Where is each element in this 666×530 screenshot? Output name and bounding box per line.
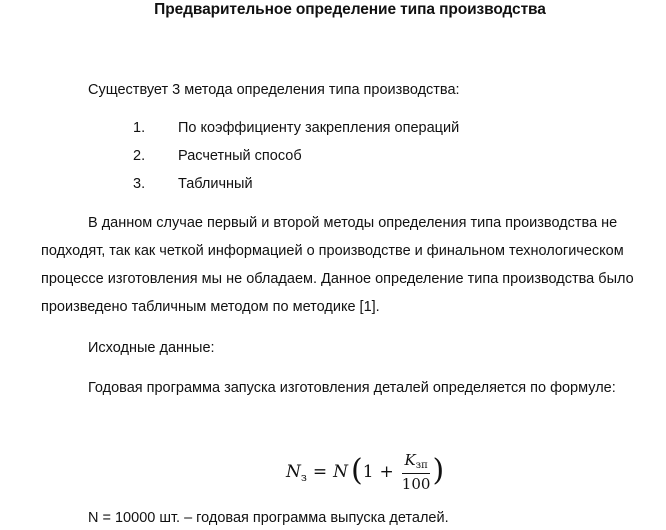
paragraph-line: подходят, так как четкой информацией о производстве и финальном технологическом	[41, 243, 624, 259]
formula-lhs-subscript: з	[300, 470, 307, 484]
list-item-label: Расчетный способ	[178, 148, 302, 164]
formula-numerator-subscript: зп	[415, 460, 428, 471]
formula-rhs-symbol: N	[333, 462, 348, 482]
formula-fraction	[402, 451, 431, 493]
paragraph-line: В данном случае первый и второй методы определения типа производства не	[88, 215, 618, 231]
formula-open-paren: (	[351, 453, 363, 488]
formula-numerator	[402, 451, 429, 472]
formula-numerator-symbol: K	[404, 451, 416, 469]
page-title: Предварительное определение типа производства	[154, 1, 546, 18]
list-item-number: 3.	[133, 176, 146, 192]
intro-text: Существует 3 метода определения типа производства:	[88, 82, 460, 98]
formula-intro: Годовая программа запуска изготовления деталей определяется по формуле:	[88, 380, 616, 396]
formula-one: 1	[362, 462, 374, 482]
annual-program-formula	[286, 449, 444, 495]
list-item-label: По коэффициенту закрепления операций	[178, 120, 460, 136]
source-data-heading: Исходные данные:	[88, 340, 215, 356]
paragraph-line: процессе изготовления мы не обладаем. Данное определение типа производства было	[41, 271, 634, 287]
formula-fraction-bar	[402, 473, 431, 474]
formula-plus: +	[379, 462, 394, 482]
formula-equals: =	[312, 462, 328, 482]
formula-lhs-symbol: N	[286, 462, 301, 482]
list-item-number: 1.	[133, 120, 146, 136]
formula-close-paren: )	[432, 453, 445, 488]
formula-denominator: 100	[401, 475, 431, 493]
list-item-label: Табличный	[178, 176, 253, 192]
list-item-number: 2.	[133, 148, 146, 164]
definition-text: N = 10000 шт. – годовая программа выпуска деталей.	[88, 510, 449, 526]
paragraph-line: произведено табличным методом по методике [1].	[41, 299, 380, 315]
